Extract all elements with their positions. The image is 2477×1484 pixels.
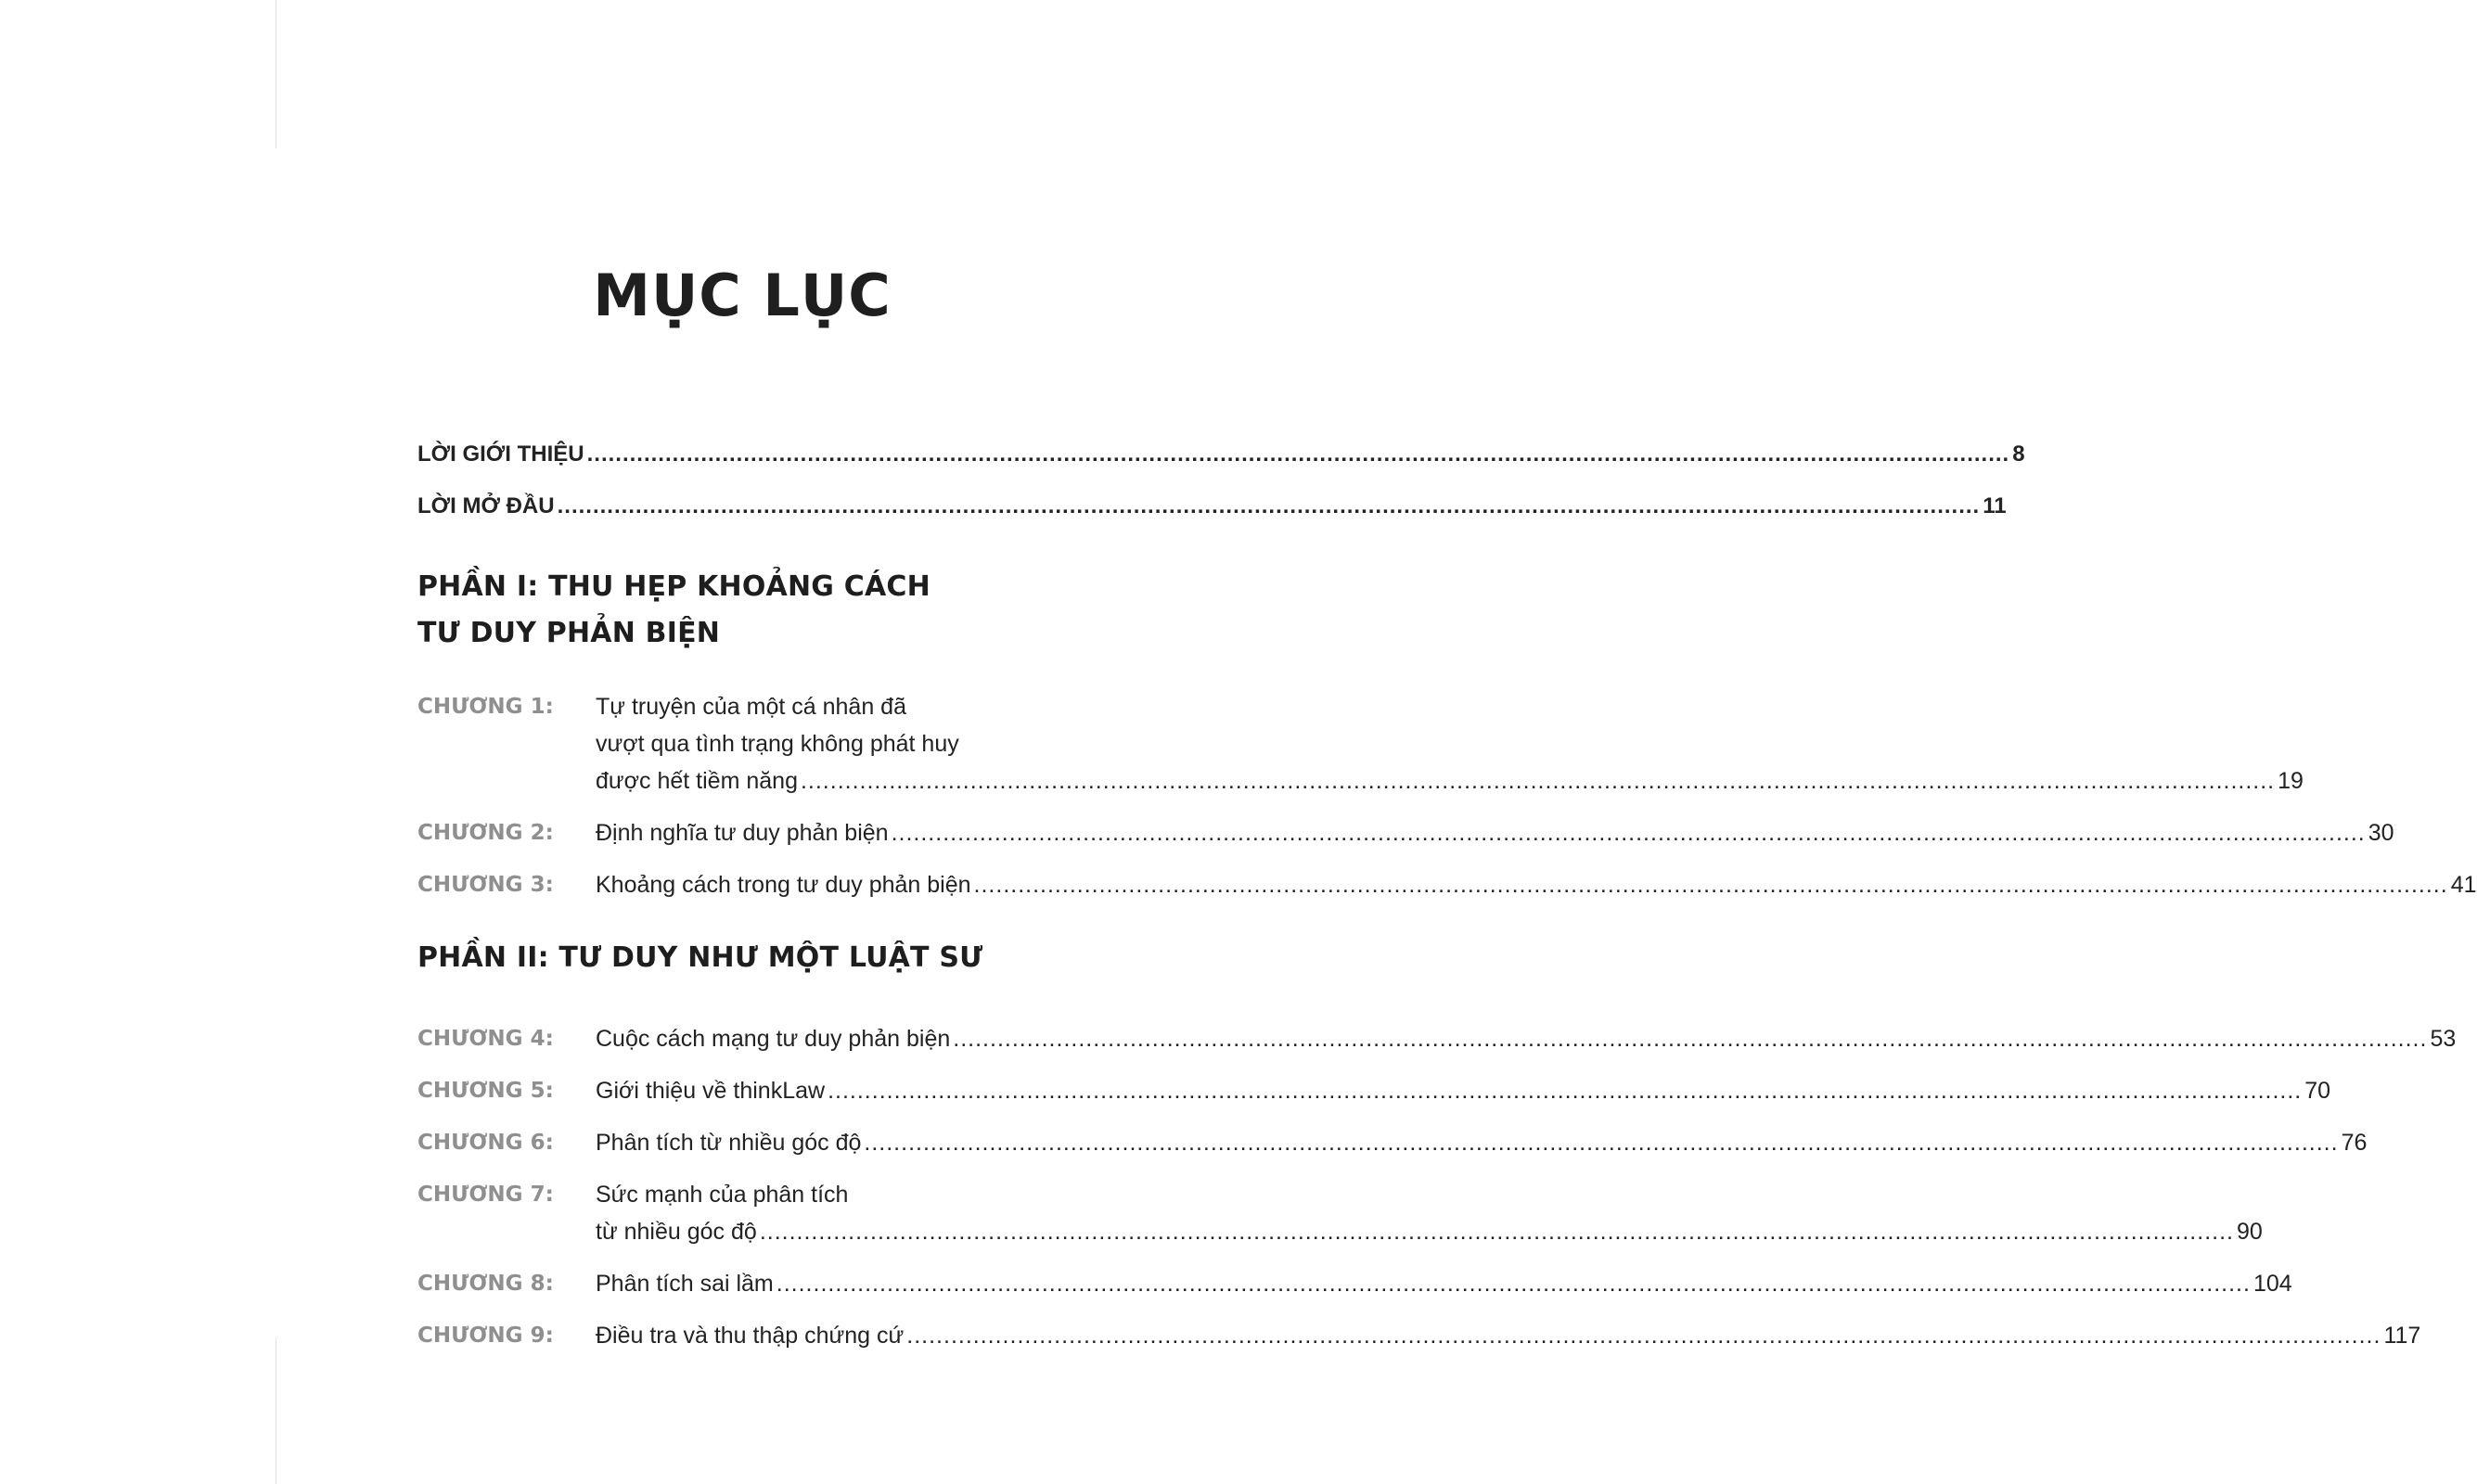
toc-entry-preface[interactable] [417,493,2007,545]
toc-chapter-9[interactable] [417,1317,2421,1354]
toc-entry-introduction[interactable] [417,441,2025,493]
chapter-title-line: được hết tiềm năng [596,768,798,794]
dot-leader [864,1124,2338,1161]
dot-leader [906,1317,2381,1354]
chapter-page: 41 [2450,872,2477,898]
chapter-title-line: Sức mạnh của phân tích [596,1182,849,1208]
toc-chapter-3[interactable] [417,866,2477,903]
chapter-label: CHƯƠNG 1: [417,695,554,719]
toc-entry-page: 11 [1983,493,2007,518]
toc-entry-title: LỜI MỞ ĐẦU [417,493,555,518]
toc-chapter-8[interactable] [417,1265,2292,1302]
toc-entry-title: LỜI GIỚI THIỆU [417,441,584,467]
table-of-contents [417,441,2477,1369]
chapter-title-line: vượt qua tình trạng không phát huy [596,731,959,757]
toc-chapter-5[interactable] [417,1072,2331,1109]
part-heading [417,935,1059,981]
dot-leader [587,441,2010,467]
chapter-title-line: Khoảng cách trong tư duy phản biện [596,872,971,898]
dot-leader [801,762,2275,800]
dot-leader [828,1072,2302,1109]
toc-chapter-2[interactable] [417,814,2394,851]
chapter-title-line: từ nhiều góc độ [596,1219,757,1245]
chapter-page: 53 [2430,1026,2457,1052]
chapter-page: 117 [2383,1323,2421,1349]
chapter-label: CHƯƠNG 8: [417,1272,554,1296]
part-heading-line: PHẦN II: TƯ DUY NHƯ MỘT LUẬT SƯ [417,941,983,974]
dot-leader [892,814,2366,851]
chapter-label: CHƯƠNG 7: [417,1183,554,1207]
chapter-title-line: Phân tích sai lầm [596,1271,774,1297]
chapter-title-line: Giới thiệu về thinkLaw [596,1078,826,1104]
chapter-page: 70 [2304,1078,2331,1104]
chapter-label: CHƯƠNG 5: [417,1079,554,1103]
chapter-title-line: Điều tra và thu thập chứng cứ [596,1323,905,1349]
chapter-page: 90 [2236,1219,2263,1245]
dot-leader [974,866,2448,903]
part-heading [417,564,1059,657]
dot-leader [953,1020,2427,1057]
toc-entry-page: 8 [2012,441,2025,467]
chapter-label: CHƯƠNG 2: [417,821,554,845]
chapter-label: CHƯƠNG 3: [417,873,554,897]
toc-chapter-7[interactable] [417,1176,2263,1250]
chapter-page: 30 [2368,820,2394,846]
dot-leader [558,493,1981,519]
chapter-page: 76 [2341,1130,2368,1156]
chapter-title-line: Tự truyện của một cá nhân đã [596,694,906,720]
chapter-title-line: Cuộc cách mạng tư duy phản biện [596,1026,951,1052]
chapter-label: CHƯƠNG 6: [417,1131,554,1155]
page-title: MỤC LỤC [593,262,892,329]
toc-chapter-1[interactable] [417,688,2304,800]
chapter-title-line: Phân tích từ nhiều góc độ [596,1130,862,1156]
toc-chapter-6[interactable] [417,1124,2368,1161]
chapter-label: CHƯƠNG 4: [417,1027,554,1051]
part-heading-line: TƯ DUY PHẢN BIỆN [417,617,721,649]
dot-leader [760,1213,2234,1250]
chapter-title-line: Định nghĩa tư duy phản biện [596,820,889,846]
chapter-label: CHƯƠNG 9: [417,1324,554,1348]
chapter-page: 19 [2278,768,2304,794]
part-heading-line: PHẦN I: THU HẸP KHOẢNG CÁCH [417,570,930,603]
dot-leader [776,1265,2251,1302]
chapter-page: 104 [2252,1271,2292,1297]
toc-chapter-4[interactable] [417,1020,2457,1057]
